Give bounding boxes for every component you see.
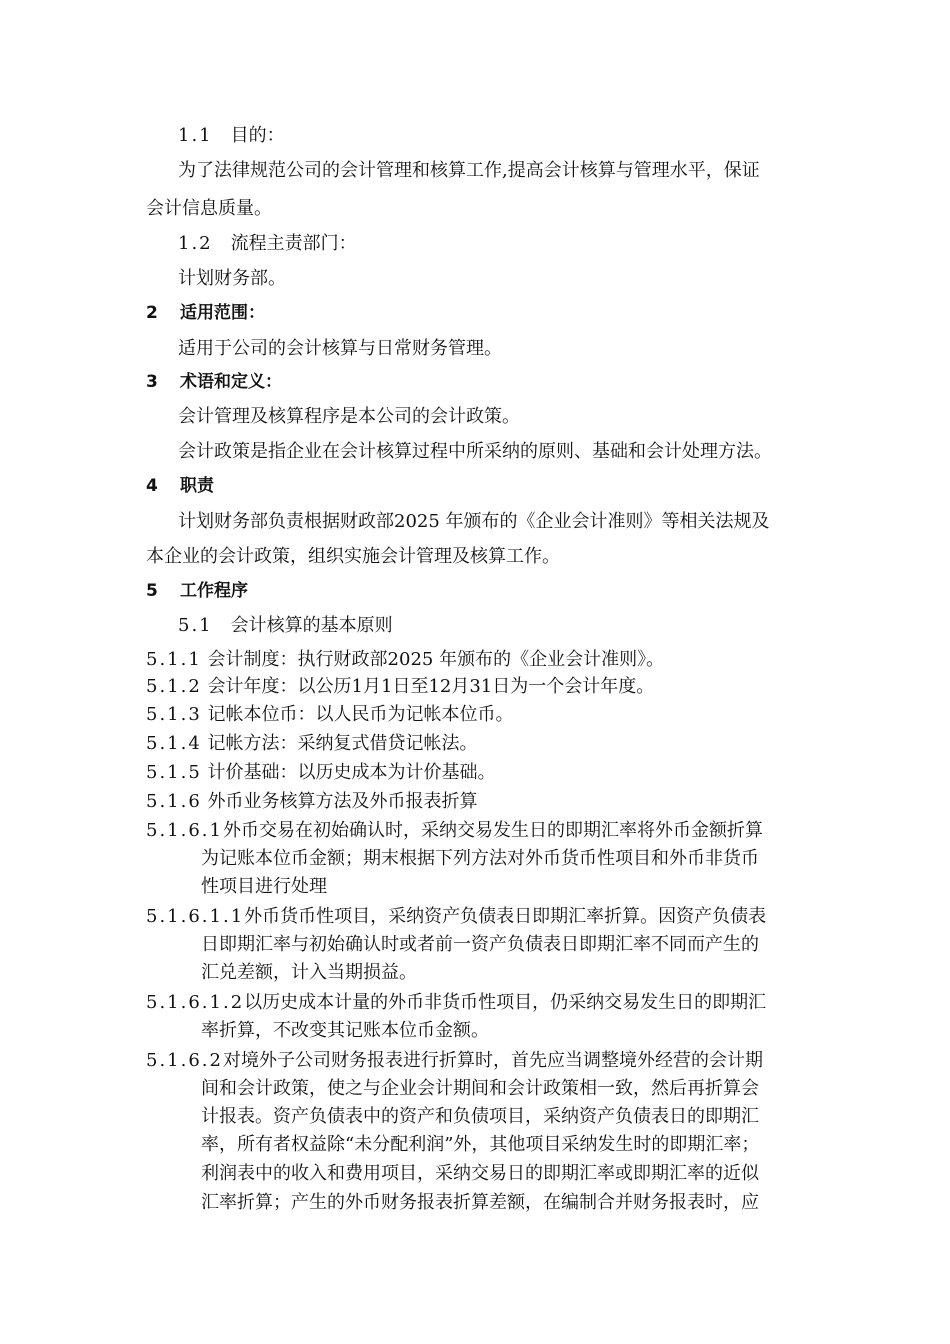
item-5-1-5: 5.1.5 计价基础：以历史成本为计价基础。 xyxy=(146,762,496,783)
paragraph-line: 为了法律规范公司的会计管理和核算工作,提高会计核算与管理水平，保证 xyxy=(178,160,760,181)
paragraph-line: 会计信息质量。 xyxy=(146,198,272,219)
paragraph-line: 会计管理及核算程序是本公司的会计政策。 xyxy=(178,406,520,427)
item-5-1-6-2: 5.1.6.2对境外子公司财务报表进行折算时，首先应当调整境外经营的会计期 xyxy=(146,1050,763,1071)
heading-3: 3 术语和定义： xyxy=(146,372,282,392)
item-5-1-6-1-1: 5.1.6.1.1外币货币性项目，采纳资产负债表日即期汇率折算。因资产负债表 xyxy=(146,906,767,927)
paragraph-line: 汇兑差额，计入当期损益。 xyxy=(201,962,417,983)
item-5-1-2: 5.1.2 会计年度：以公历1月1日至12月31日为一个会计年度。 xyxy=(146,676,655,697)
item-5-1-3: 5.1.3 记帐本位币：以人民币为记帐本位币。 xyxy=(146,704,514,725)
paragraph-line: 适用于公司的会计核算与日常财务管理。 xyxy=(178,338,502,359)
heading-2: 2 适用范围： xyxy=(146,303,265,323)
item-5-1-1: 5.1.1 会计制度：执行财政部2025 年颁布的《企业会计准则》。 xyxy=(146,649,665,670)
paragraph-line: 率，所有者权益除“未分配利润”外，其他项目采纳发生时的即期汇率； xyxy=(201,1134,760,1155)
paragraph-line: 计划财务部。 xyxy=(178,268,286,289)
paragraph-line: 利润表中的收入和费用项目，采纳交易日的即期汇率或即期汇率的近似 xyxy=(201,1163,759,1184)
heading-5: 5 工作程序 xyxy=(146,581,248,601)
paragraph-line: 会计政策是指企业在会计核算过程中所采纳的原则、基础和会计处理方法。 xyxy=(178,441,772,462)
heading-4: 4 职责 xyxy=(146,476,214,496)
paragraph-line: 为记账本位币金额；期末根据下列方法对外币货币性项目和外币非货币 xyxy=(201,848,759,869)
section-1-1: 1.1 目的： xyxy=(178,125,285,146)
paragraph-line: 汇率折算；产生的外币财务报表折算差额，在编制合并财务报表时，应 xyxy=(201,1192,759,1213)
paragraph-line: 计报表。资产负债表中的资产和负债项目，采纳资产负债表日的即期汇 xyxy=(201,1106,759,1127)
item-5-1-4: 5.1.4 记帐方法：采纳复式借贷记帐法。 xyxy=(146,733,478,754)
section-5-1: 5.1 会计核算的基本原则 xyxy=(178,615,393,636)
item-5-1-6-1: 5.1.6.1外币交易在初始确认时，采纳交易发生日的即期汇率将外币金额折算 xyxy=(146,820,763,841)
paragraph-line: 日即期汇率与初始确认时或者前一资产负债表日即期汇率不同而产生的 xyxy=(201,934,759,955)
paragraph-line: 计划财务部负责根据财政部2025 年颁布的《企业会计准则》等相关法规及 xyxy=(178,511,770,532)
paragraph-line: 率折算，不改变其记账本位币金额。 xyxy=(201,1020,489,1041)
paragraph-line: 间和会计政策，使之与企业会计期间和会计政策相一致，然后再折算会 xyxy=(201,1078,759,1099)
item-5-1-6-1-2: 5.1.6.1.2以历史成本计量的外币非货币性项目，仍采纳交易发生日的即期汇 xyxy=(146,992,767,1013)
paragraph-line: 性项目进行处理 xyxy=(201,876,327,897)
paragraph-line: 本企业的会计政策，组织实施会计管理及核算工作。 xyxy=(146,546,560,567)
section-1-2: 1.2 流程主责部门： xyxy=(178,233,357,254)
item-5-1-6: 5.1.6 外币业务核算方法及外币报表折算 xyxy=(146,791,478,812)
